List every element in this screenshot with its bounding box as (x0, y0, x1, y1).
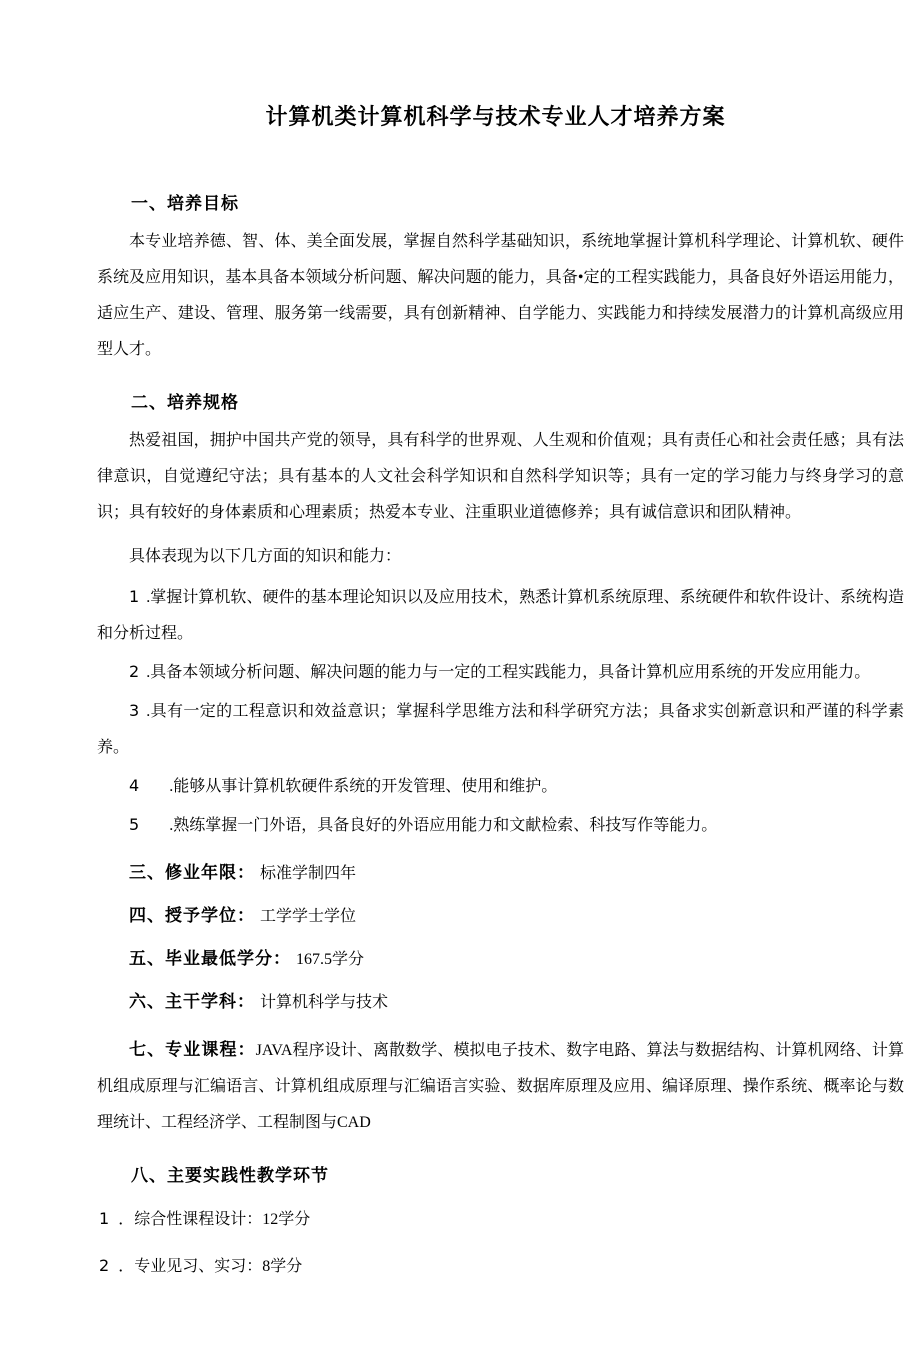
section-2-heading: 二、培养规格 (131, 393, 239, 413)
section-1-heading: 一、培养目标 (131, 194, 239, 214)
item-text: .具有一定的工程意识和效益意识；掌握科学思维方法和科学研究方法；具备求实创新意识和严谨的科学素养。 (97, 703, 904, 756)
item-text: .掌握计算机软、硬件的基本理论知识以及应用技术，熟悉计算机系统原理、系统硬件和软件设计、系统构造和分析过程。 (97, 589, 904, 642)
list-item (97, 768, 904, 805)
section-4-value: 工学学士学位 (260, 908, 357, 925)
item-number: 2 (129, 662, 140, 681)
section-6-line (97, 989, 904, 1016)
item-number: 1 (129, 587, 140, 606)
section-7-value: JAVA程序设计、离散数学、模拟电子技术、数字电路、算法与数据结构、计算机网络、计算机组成原理与汇编语言、计算机组成原理与汇编语言实验、数据库原理及应用、编译原理、操作系统、概率论与数理统计、工程经济学、工程制图与CAD (97, 1042, 904, 1131)
section-4-line (97, 903, 904, 930)
document-title: 计算机类计算机科学与技术专业人才培养方案 (265, 105, 726, 130)
section-6-label: 六、主干学科： (129, 992, 255, 1012)
item-number: 3 (129, 701, 140, 720)
section-5-line (97, 946, 904, 973)
item-text: ．综合性课程设计：12学分 (118, 1211, 311, 1228)
section-8-heading: 八、主要实践性教学环节 (131, 1166, 329, 1186)
list-item (97, 1206, 904, 1233)
list-item (97, 1253, 904, 1280)
section-2-intro: 具体表现为以下几方面的知识和能力： (129, 548, 402, 565)
item-text: .熟练掌握一门外语，具备良好的外语应用能力和文献检索、科技写作等能力。 (169, 817, 718, 834)
list-item (97, 807, 904, 844)
section-1-paragraph: 本专业培养德、智、体、美全面发展，掌握自然科学基础知识，系统地掌握计算机科学理论、计算机软、硬件系统及应用知识，基本具备本领域分析问题、解决问题的能力，具备•定的工程实践能力，具备良好外语运用能力，适应生产、建设、管理、服务第一线需要，具有创新精神、自学能力、实践能力和持续发展潜力的计算机高级应用型人才。 (97, 233, 904, 358)
list-item (97, 693, 904, 766)
section-5-label: 五、毕业最低学分： (129, 949, 291, 969)
section-5-value: 167.5学分 (296, 951, 365, 968)
section-3-line (97, 860, 904, 887)
section-2-paragraph: 热爱祖国，拥护中国共产党的领导，具有科学的世界观、人生观和价值观；具有责任心和社会责任感；具有法律意识，自觉遵纪守法；具有基本的人文社会科学知识和自然科学知识等；具有一定的学习能力与终身学习的意识；具有较好的身体素质和心理素质；热爱本专业、注重职业道德修养；具有诚信意识和团队精神。 (97, 432, 904, 521)
section-7-label: 七、专业课程： (129, 1040, 256, 1060)
item-number: 2 (99, 1256, 110, 1275)
list-item (97, 579, 904, 652)
list-item (97, 654, 904, 691)
section-3-label: 三、修业年限： (129, 863, 255, 883)
item-number: 5 (129, 815, 140, 834)
item-number: 1 (99, 1209, 110, 1228)
section-4-label: 四、授予学位： (129, 906, 255, 926)
section-7-paragraph (97, 1032, 904, 1141)
item-text: .能够从事计算机软硬件系统的开发管理、使用和维护。 (169, 778, 558, 795)
section-3-value: 标准学制四年 (260, 865, 357, 882)
section-6-value: 计算机科学与技术 (260, 994, 389, 1011)
item-number: 4 (129, 776, 140, 795)
item-text: ．专业见习、实习：8学分 (118, 1258, 303, 1275)
item-text: .具备本领域分析问题、解决问题的能力与一定的工程实践能力，具备计算机应用系统的开发应用能力。 (146, 664, 871, 681)
